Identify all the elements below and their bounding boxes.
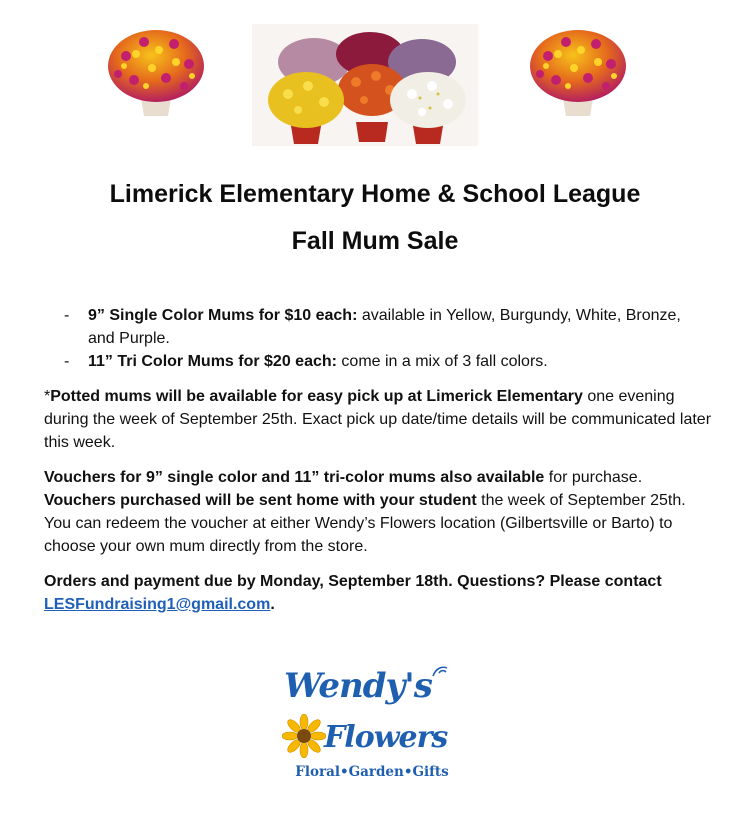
wendys-flowers-logo [262, 664, 482, 794]
list-item [64, 350, 704, 373]
asterisk: * [44, 388, 51, 405]
item-description: available in Yellow, Burgundy, White, Bronze, and Purple. [88, 307, 681, 347]
orders-period: . [270, 596, 275, 613]
logo-wendys-text: Wendy's [284, 666, 432, 706]
vouchers-redeem-text: the week of September 25th. You can redeem the voucher at either Wendy’s Flowers location (Gilbertsville or Barto) to choose your own mum directly from the store. [44, 492, 686, 555]
daisy-icon [282, 714, 326, 758]
page-title: Limerick Elementary Home & School League [109, 180, 641, 208]
pickup-paragraph [44, 385, 714, 454]
orders-paragraph [44, 570, 714, 616]
vouchers-delivery-highlight: Vouchers purchased will be sent home with your student [44, 492, 477, 509]
pickup-highlight: Potted mums will be available for easy pick up at Limerick Elementary [50, 388, 583, 405]
pickup-details: one evening during the week of September 25th. Exact pick up date/time details will be communicated later this week. [44, 388, 712, 451]
single-mum-photo-icon [104, 26, 208, 120]
price-list [64, 304, 704, 373]
single-mum-photo-icon [526, 26, 630, 120]
list-item [64, 304, 704, 350]
flourish-icon [430, 664, 450, 680]
vouchers-highlight: Vouchers for 9” single color and 11” tri-color mums also available [44, 469, 545, 486]
bullet-dash: - [64, 307, 70, 324]
logo-flowers-text: Flowers [324, 720, 448, 755]
item-price-label: 9” Single Color Mums for $10 each: [88, 307, 358, 324]
contact-email-link[interactable]: LESFundraising1@gmail.com [44, 596, 271, 613]
orders-deadline: Orders and payment due by Monday, September 18th. Questions? Please contact [44, 573, 662, 590]
vouchers-text: for purchase. [544, 469, 643, 486]
vouchers-paragraph [44, 466, 714, 558]
item-price-label: 11” Tri Color Mums for $20 each: [88, 353, 337, 370]
mum-assortment-photo-icon [252, 24, 478, 146]
logo-tagline: Floral•Garden•Gifts [295, 764, 449, 780]
bullet-dash: - [64, 353, 70, 370]
page-subtitle: Fall Mum Sale [291, 227, 459, 255]
item-description: come in a mix of 3 fall colors. [336, 353, 548, 370]
